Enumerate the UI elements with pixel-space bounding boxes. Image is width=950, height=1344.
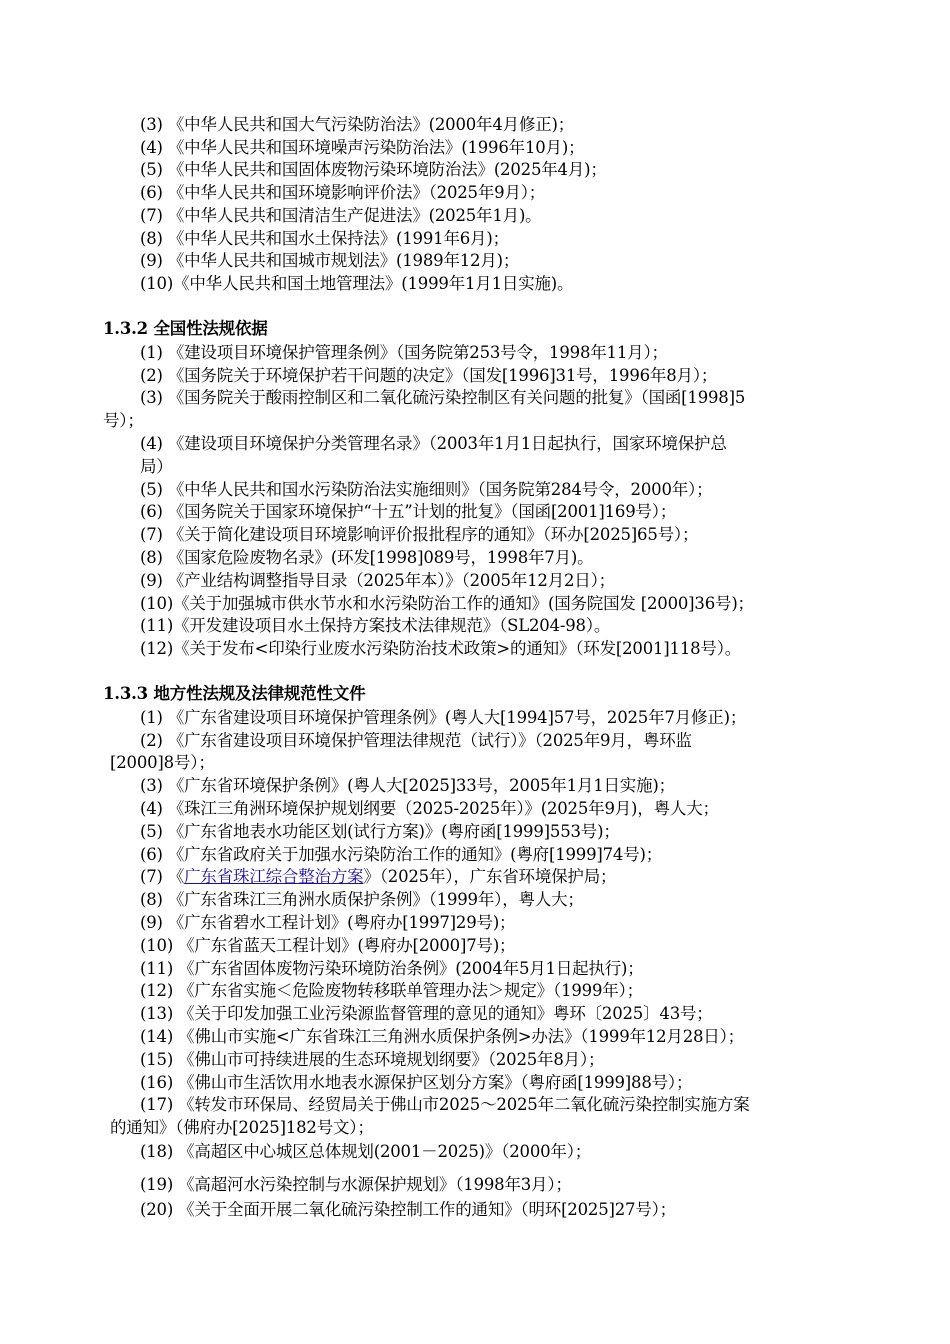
local-regulation-item: (17) 《转发市环保局、经贸局关于佛山市2025～2025年二氧化硫污染控制实施方案: [140, 1095, 750, 1114]
local-regulation-item: (18) 《高超区中心城区总体规划(2001－2025)》（2000年）；: [140, 1142, 592, 1161]
law-item: (5) 《中华人民共和国固体废物污染环境防治法》(2025年4月)；: [140, 160, 607, 179]
local-regulation-item: (3) 《广东省环境保护条例》(粤人大[2025]33号，2005年1月1日实施)；: [140, 776, 675, 795]
local-regulation-item: (6) 《广东省政府关于加强水污染防治工作的通知》(粤府[1999]74号)；: [140, 845, 663, 864]
regulation-item: (2) 《国务院关于环境保护若干问题的决定》（国发[1996]31号，1996年8月）；: [140, 366, 718, 385]
regulation-item: (11)《开发建设项目水土保持方案技术法律规范》（SL204-98）。: [140, 616, 611, 635]
local-regulation-item: (11) 《广东省固体废物污染环境防治条例》(2004年5月1日起执行)；: [140, 959, 644, 978]
regulation-item: (4) 《建设项目环境保护分类管理名录》（2003年1月1日起执行，国家环境保护总: [140, 434, 727, 453]
local-regulation-item-with-link: [140, 866, 616, 888]
regulation-item: (12)《关于发布<印染行业废水污染防治技术政策>的通知》（环发[2001]118号）。: [140, 639, 742, 658]
law-item: (6) 《中华人民共和国环境影响评价法》（2025年9月）；: [140, 183, 546, 202]
law-item: (10)《中华人民共和国土地管理法》(1999年1月1日实施)。: [140, 274, 574, 293]
local-regulation-item: (20) 《关于全面开展二氧化硫污染控制工作的通知》（明环[2025]27号）；: [140, 1200, 676, 1219]
regulation-item: (6) 《国务院关于国家环境保护“十五”计划的批复》（国函[2001]169号）；: [140, 502, 677, 521]
local-regulation-item: (15) 《佛山市可持续进展的生态环境规划纲要》（2025年8月）；: [140, 1050, 605, 1069]
law-item: (4) 《中华人民共和国环境噪声污染防治法》(1996年10月)；: [140, 138, 585, 157]
regulation-item: (8) 《国家危险废物名录》(环发[1998]089号，1998年7月)。: [140, 548, 594, 567]
law-item: (9) 《中华人民共和国城市规划法》(1989年12月)；: [140, 251, 520, 270]
regulation-item: (9) 《产业结构调整指导目录（2025年本）》（2005年12月2日）；: [140, 571, 615, 590]
regulation-item: (1) 《建设项目环境保护管理条例》（国务院第253号令，1998年11月）；: [140, 343, 668, 362]
item-prefix: (7) 《: [140, 867, 185, 886]
local-regulation-item-continuation: [2000]8号）；: [110, 753, 215, 772]
law-item: (7) 《中华人民共和国清洁生产促进法》(2025年1月)。: [140, 206, 542, 225]
local-regulation-item: (1) 《广东省建设项目环境保护管理条例》(粤人大[1994]57号，2025年7月修正)；: [140, 708, 747, 727]
local-regulation-item: (12) 《广东省实施＜危险废物转移联单管理办法＞规定》（1999年）；: [140, 981, 643, 1000]
regulation-item-continuation: 局）: [140, 457, 173, 476]
local-regulation-item: (5) 《广东省地表水功能区划(试行方案)》(粤府函[1999]553号)；: [140, 822, 620, 841]
regulation-item-continuation: 号）；: [103, 411, 144, 430]
law-item: (3) 《中华人民共和国大气污染防治法》(2000年4月修正)；: [140, 115, 575, 134]
law-item: (8) 《中华人民共和国水土保持法》(1991年6月)；: [140, 229, 509, 248]
local-regulation-item-continuation: 的通知》（佛府办[2025]182号文）；: [110, 1118, 374, 1137]
regulation-item: (5) 《中华人民共和国水污染防治法实施细则》（国务院第284号令，2000年）；: [140, 480, 713, 499]
regulation-item: (3) 《国务院关于酸雨控制区和二氧化硫污染控制区有关问题的批复》（国函[1998]5: [140, 388, 746, 407]
regulation-item: (7) 《关于简化建设项目环境影响评价报批程序的通知》（环办[2025]65号）；: [140, 525, 699, 544]
section-heading-national-regulations: 1.3.2 全国性法规依据: [103, 319, 268, 338]
local-regulation-item: (16) 《佛山市生活饮用水地表水源保护区划分方案》（粤府函[1999]88号）；: [140, 1073, 693, 1092]
local-regulation-item: (2) 《广东省建设项目环境保护管理法律规范（试行）》（2025年9月，粤环监: [140, 731, 692, 750]
section-heading-local-regulations: 1.3.3 地方性法规及法律规范性文件: [103, 684, 366, 703]
local-regulation-item: (8) 《广东省珠江三角洲水质保护条例》（1999年），粤人大；: [140, 890, 584, 909]
local-regulation-item: (14) 《佛山市实施<广东省珠江三角洲水质保护条例>办法》（1999年12月28日）；: [140, 1027, 744, 1046]
local-regulation-item: (9) 《广东省碧水工程计划》(粤府办[1997]29号)；: [140, 913, 516, 932]
regulation-item: (10)《关于加强城市供水节水和水污染防治工作的通知》(国务院国发 [2000]36号)；: [140, 594, 754, 613]
local-regulation-item: (4) 《珠江三角洲环境保护规划纲要（2025-2025年）》(2025年9月)，粤人大；: [140, 799, 719, 818]
local-regulation-item: (13) 《关于印发加强工业污染源监督管理的意见的通知》粤环〔2025〕43号；: [140, 1004, 713, 1023]
local-regulation-item: (10) 《广东省蓝天工程计划》(粤府办[2000]7号)；: [140, 936, 516, 955]
local-regulation-item: (19) 《高超河水污染控制与水源保护规划》（1998年3月）；: [140, 1175, 572, 1194]
item-suffix: 》（2025年），广东省环境保护局；: [363, 867, 617, 886]
pearl-river-plan-link[interactable]: 广东省珠江综合整治方案: [184, 867, 364, 886]
